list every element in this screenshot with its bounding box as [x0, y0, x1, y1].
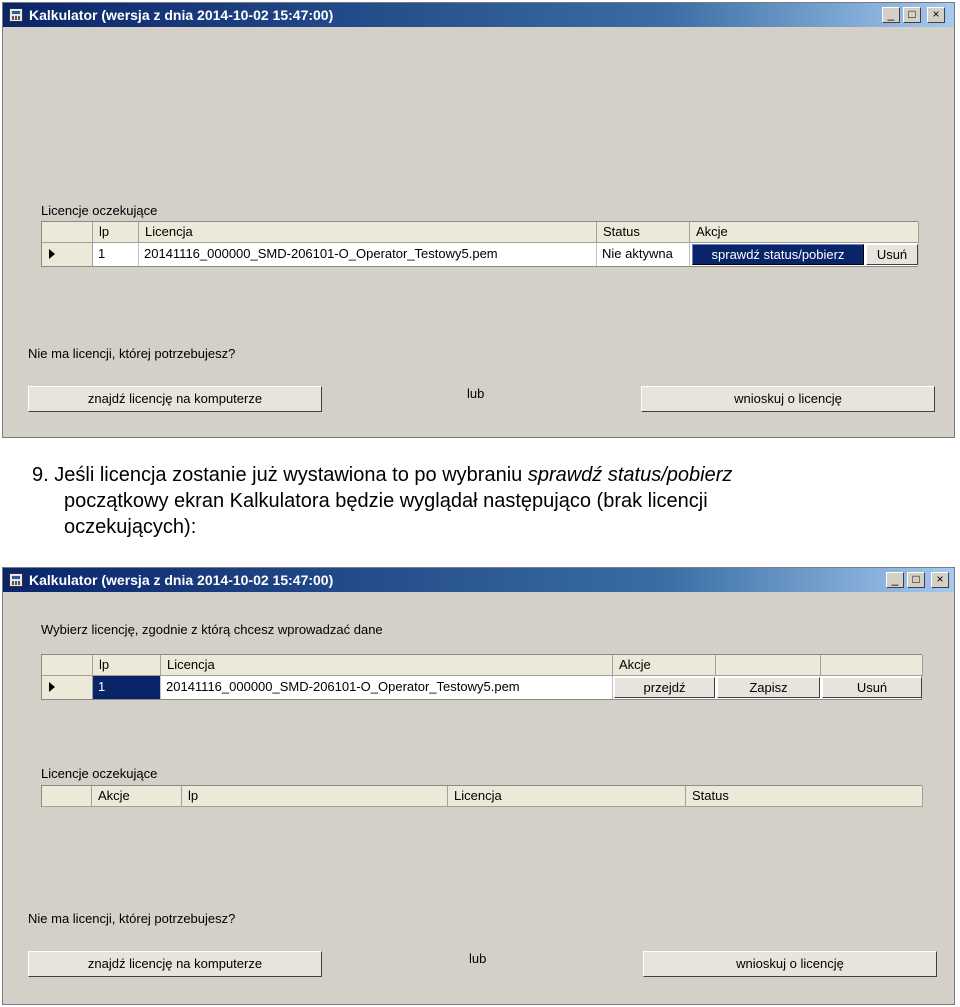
- column-header-actions[interactable]: Akcje: [92, 786, 182, 807]
- cell-lp[interactable]: 1: [93, 676, 161, 699]
- cell-license[interactable]: 20141116_000000_SMD-206101-O_Operator_Testowy5.pem: [161, 676, 613, 699]
- go-button[interactable]: przejdź: [614, 677, 715, 698]
- column-header-blank-1[interactable]: [716, 655, 821, 676]
- instruction-line-1: [32, 462, 732, 488]
- pending-licenses-label: Licencje oczekujące: [41, 203, 158, 218]
- column-header-license[interactable]: Licencja: [139, 222, 597, 243]
- instruction-text: Jeśli licencja zostanie już wystawiona to po wybraniu: [54, 464, 528, 486]
- grid-header-corner: [42, 786, 92, 807]
- column-header-actions[interactable]: Akcje: [613, 655, 716, 676]
- close-button[interactable]: ×: [931, 572, 949, 588]
- cell-license[interactable]: 20141116_000000_SMD-206101-O_Operator_Testowy5.pem: [139, 243, 597, 266]
- instruction-line-3: oczekujących):: [64, 516, 197, 538]
- column-header-license[interactable]: Licencja: [448, 786, 686, 807]
- maximize-button[interactable]: □: [903, 7, 921, 23]
- remove-button[interactable]: Usuń: [822, 677, 922, 698]
- minimize-button[interactable]: _: [882, 7, 900, 23]
- find-license-button[interactable]: znajdź licencję na komputerze: [28, 386, 322, 412]
- grid-header-corner: [42, 655, 93, 676]
- maximize-button[interactable]: □: [907, 572, 925, 588]
- or-label: lub: [467, 386, 485, 401]
- grid-header-corner: [42, 222, 93, 243]
- column-header-blank-2[interactable]: [821, 655, 923, 676]
- licenses-grid[interactable]: [41, 654, 922, 700]
- choose-license-label: Wybierz licencję, zgodnie z którą chcesz wprowadzać dane: [41, 622, 383, 637]
- or-label: lub: [469, 951, 487, 966]
- no-license-question: Nie ma licencji, której potrzebujesz?: [28, 911, 236, 926]
- save-button[interactable]: Zapisz: [717, 677, 820, 698]
- row-header[interactable]: [42, 676, 93, 699]
- pending-licenses-grid[interactable]: [41, 221, 918, 267]
- column-header-lp[interactable]: lp: [182, 786, 448, 807]
- pending-licenses-grid[interactable]: [41, 785, 922, 807]
- calculator-icon: [9, 8, 23, 22]
- column-header-lp[interactable]: lp: [93, 222, 139, 243]
- check-status-download-button[interactable]: sprawdź status/pobierz: [692, 244, 864, 265]
- column-header-license[interactable]: Licencja: [161, 655, 613, 676]
- no-license-question: Nie ma licencji, której potrzebujesz?: [28, 346, 236, 361]
- calculator-icon: [9, 573, 23, 587]
- window-2: [2, 567, 955, 1005]
- close-button[interactable]: ×: [927, 7, 945, 23]
- pending-licenses-label: Licencje oczekujące: [41, 766, 158, 781]
- minimize-button[interactable]: _: [886, 572, 904, 588]
- row-selector-icon: [49, 249, 55, 259]
- title-bar[interactable]: [3, 3, 954, 27]
- instruction-line-2: początkowy ekran Kalkulatora będzie wyglądał następująco (brak licencji: [64, 490, 708, 512]
- request-license-button[interactable]: wnioskuj o licencję: [641, 386, 935, 412]
- instruction-emphasis: sprawdź status/pobierz: [527, 464, 733, 486]
- row-header[interactable]: [42, 243, 93, 266]
- find-license-button[interactable]: znajdź licencję na komputerze: [28, 951, 322, 977]
- request-license-button[interactable]: wnioskuj o licencję: [643, 951, 937, 977]
- cell-status[interactable]: Nie aktywna: [597, 243, 690, 266]
- column-header-status[interactable]: Status: [686, 786, 923, 807]
- window-1: [2, 2, 955, 438]
- cell-lp[interactable]: 1: [93, 243, 139, 266]
- window-title: Kalkulator (wersja z dnia 2014-10-02 15:47:00): [29, 572, 334, 588]
- row-selector-icon: [49, 682, 55, 692]
- title-bar[interactable]: [3, 568, 954, 592]
- remove-button[interactable]: Usuń: [866, 244, 918, 265]
- column-header-lp[interactable]: lp: [93, 655, 161, 676]
- column-header-status[interactable]: Status: [597, 222, 690, 243]
- window-title: Kalkulator (wersja z dnia 2014-10-02 15:47:00): [29, 7, 334, 23]
- column-header-actions[interactable]: Akcje: [690, 222, 919, 243]
- instruction-paragraph: [32, 462, 732, 540]
- step-number: 9.: [32, 464, 49, 486]
